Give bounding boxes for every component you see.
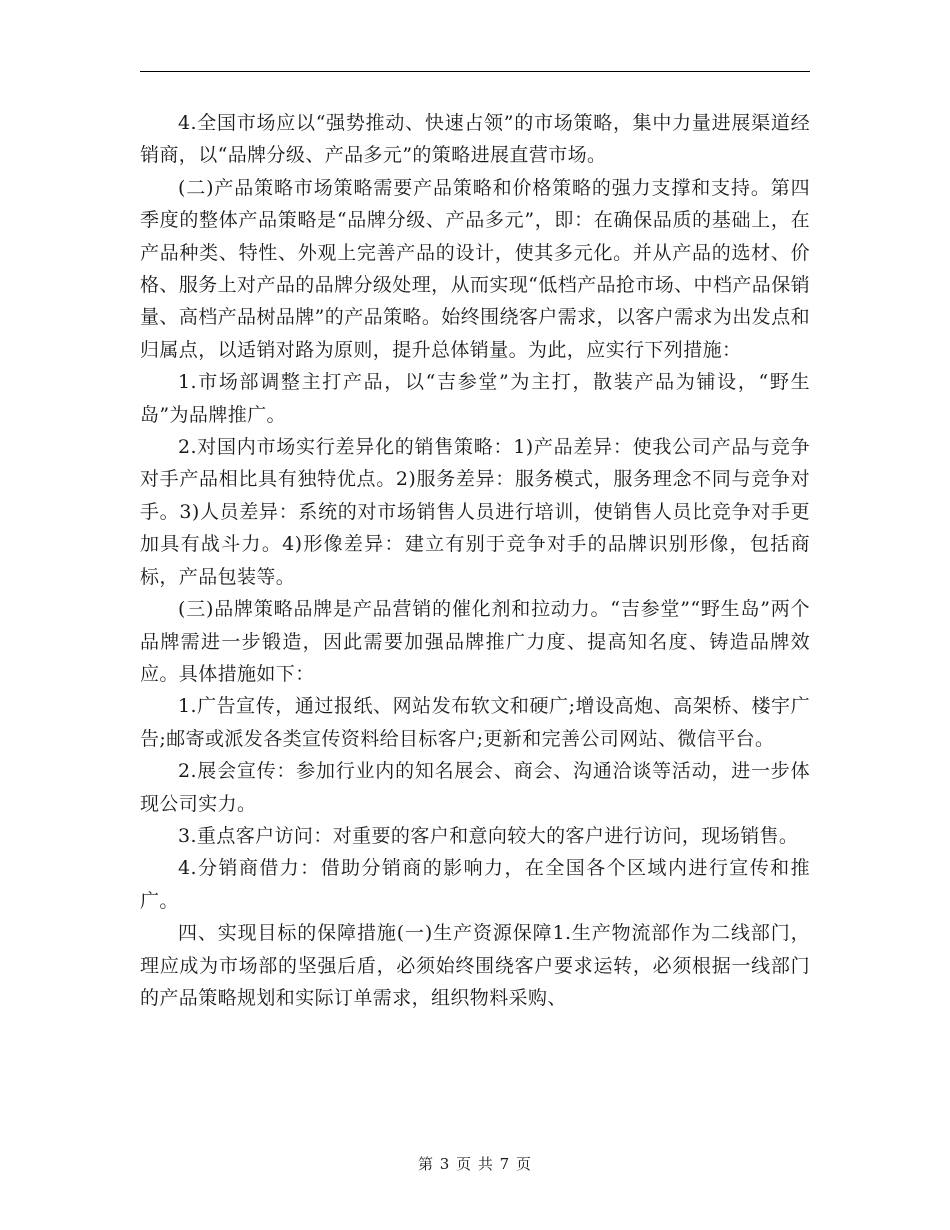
page-number: 第 3 页 共 7 页	[418, 1155, 532, 1173]
paragraph-3: 1.市场部调整主打产品，以“吉参堂”为主打，散装产品为铺设，“野生岛”为品牌推广。	[140, 371, 810, 426]
paragraph-6: 1.广告宣传，通过报纸、网站发布软文和硬广;增设高炮、高架桥、楼宇广告;邮寄或派发各类宣传资料给目标客户;更新和完善公司网站、微信平台。	[140, 695, 810, 750]
page-footer	[0, 1154, 950, 1174]
header-rule	[140, 71, 810, 72]
paragraph-7: 2.展会宣传：参加行业内的知名展会、商会、沟通洽谈等活动，进一步体现公司实力。	[140, 760, 810, 815]
paragraph-8: 3.重点客户访问：对重要的客户和意向较大的客户进行访问，现场销售。	[178, 824, 799, 847]
document-body	[140, 107, 810, 1014]
paragraph-1: 4.全国市场应以“强势推动、快速占领”的市场策略，集中力量进展渠道经销商，以“品牌分级、产品多元”的策略进展直营市场。	[140, 112, 810, 167]
paragraph-4: 2.对国内市场实行差异化的销售策略：1)产品差异：使我公司产品与竞争对手产品相比具有独特优点。2)服务差异：服务模式，服务理念不同与竞争对手。3)人员差异：系统的对市场销售人员进行培训，使销售人员比竞争对手更加具有战斗力。4)形像差异：建立有别于竞争对手的品牌识别形像，包括商标，产品包装等。	[140, 436, 810, 588]
paragraph-5: (三)品牌策略品牌是产品营销的催化剂和拉动力。“吉参堂”“野生岛”两个品牌需进一步锻造，因此需要加强品牌推广力度、提高知名度、铸造品牌效应。具体措施如下：	[140, 598, 810, 685]
paragraph-2: (二)产品策略市场策略需要产品策略和价格策略的强力支撑和支持。第四季度的整体产品策略是“品牌分级、产品多元”，即：在确保品质的基础上，在产品种类、特性、外观上完善产品的设计，使其多元化。并从产品的选材、价格、服务上对产品的品牌分级处理，从而实现“低档产品抢市场、中档产品保销量、高档产品树品牌”的产品策略。始终围绕客户需求，以客户需求为出发点和归属点，以适销对路为原则，提升总体销量。为此，应实行下列措施：	[140, 176, 810, 361]
paragraph-10: 四、实现目标的保障措施(一)生产资源保障1.生产物流部作为二线部门，理应成为市场部的坚强后盾，必须始终围绕客户要求运转，必须根据一线部门的产品策略规划和实际订单需求，组织物料采购、	[140, 922, 810, 1009]
paragraph-9: 4.分销商借力：借助分销商的影响力，在全国各个区域内进行宣传和推广。	[140, 857, 810, 912]
